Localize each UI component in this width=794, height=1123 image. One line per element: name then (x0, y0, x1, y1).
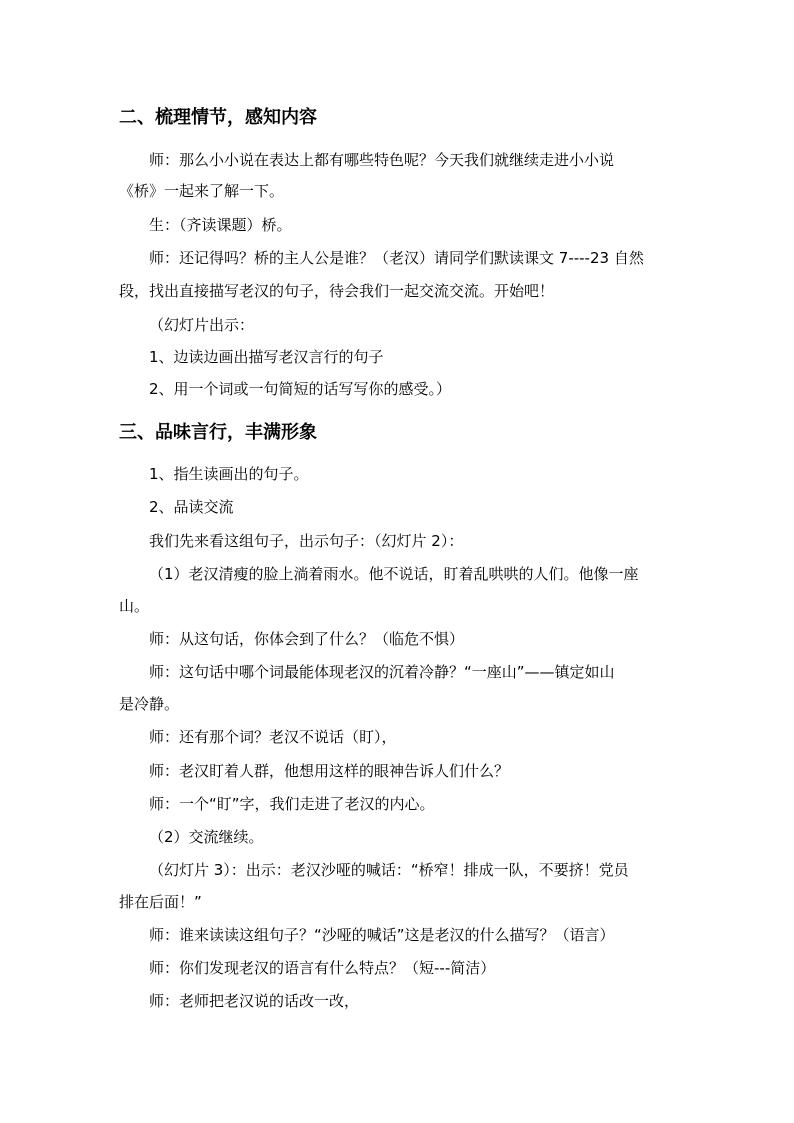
paragraph-line: 排在后面！” (119, 893, 202, 911)
paragraph-line: 生：（齐读课题）桥。 (149, 216, 292, 234)
paragraph-line: 师：这句话中哪个词最能体现老汉的沉着冷静？“一座山”——镇定如山 (149, 663, 615, 681)
paragraph-line: 师：老汉盯着人群，他想用这样的眼神告诉人们什么？ (149, 762, 510, 780)
paragraph-line: 师：还记得吗？桥的主人公是谁？（老汉）请同学们默读课文 7----23 自然 (149, 249, 644, 267)
paragraph-line: 师：谁来读读这组句子？“沙哑的喊话”这是老汉的什么描写？（语言） (149, 926, 615, 944)
paragraph-line: 《桥》一起来了解一下。 (119, 182, 285, 200)
section-3-heading: 三、品味言行，丰满形象 (119, 422, 317, 443)
paragraph-line: （2）交流继续。 (149, 828, 264, 846)
paragraph-line: （幻灯片 3）：出示：老汉沙哑的喊话：“桥窄！排成一队，不要挤！党员 (149, 861, 629, 879)
paragraph-line: 师：一个“盯”字，我们走进了老汉的内心。 (149, 795, 435, 813)
paragraph-line: 师：还有那个词？老汉不说话（盯）， (149, 728, 397, 746)
paragraph-line: 是冷静。 (119, 695, 180, 713)
paragraph-line: 1、指生读画出的句子。 (149, 465, 309, 483)
list-item: 2、用一个词或一句简短的话写写你的感受。） (149, 380, 452, 398)
section-2-heading: 二、梳理情节，感知内容 (119, 107, 317, 128)
paragraph-line: 师：老师把老汉说的话改一改， (149, 992, 360, 1010)
paragraph-line: 师：你们发现老汉的语言有什么特点？（短---简洁） (149, 959, 496, 977)
paragraph-line: （幻灯片出示： (149, 316, 255, 334)
paragraph-line: 师：从这句话，你体会到了什么？（临危不惧） (149, 630, 465, 648)
paragraph-line: 2、品读交流 (149, 498, 234, 516)
paragraph-line: 山。 (119, 597, 150, 615)
list-item: 1、边读边画出描写老汉言行的句子 (149, 348, 384, 366)
paragraph-line: 段，找出直接描写老汉的句子，待会我们一起交流交流。开始吧！ (119, 282, 555, 300)
paragraph-line: （1）老汉清瘦的脸上淌着雨水。他不说话，盯着乱哄哄的人们。他像一座 (149, 565, 639, 583)
paragraph-line: 我们先来看这组句子，出示句子：（幻灯片 2）： (149, 532, 464, 550)
paragraph-line: 师：那么小小说在表达上都有哪些特色呢？今天我们就继续走进小小说 (149, 151, 615, 169)
